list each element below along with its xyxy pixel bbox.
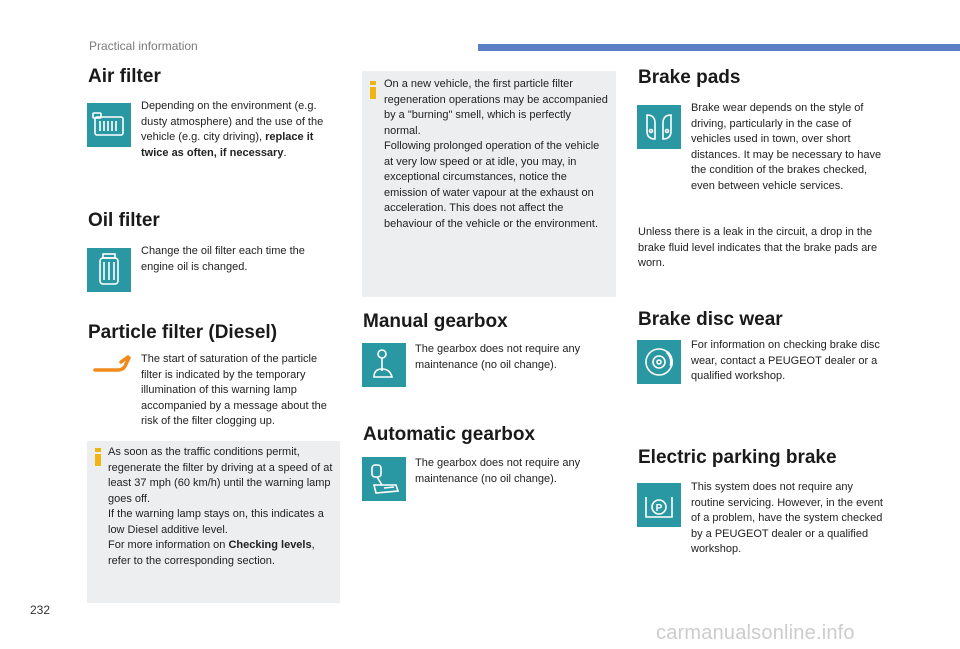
brake-pads-title: Brake pads xyxy=(638,67,741,88)
particle-filter-warning-icon xyxy=(92,354,132,376)
new-vehicle-info-p2: Following prolonged operation of the vehicle at very low speed or at idle, you may, in exceptional circumstances, notice the emission of water vapour at the exhaust on acceleration. This does not affect the behaviour of the vehicle or the environment. xyxy=(384,140,600,230)
manual-gearbox-icon xyxy=(362,343,406,387)
brake-disc-title: Brake disc wear xyxy=(638,309,783,330)
oil-filter-text: Change the oil filter each time the engine oil is changed. xyxy=(141,245,305,273)
info-line-3-pre: For more information on xyxy=(108,539,226,551)
watermark: carmanualsonline.info xyxy=(656,622,855,644)
info-line-2: If the warning lamp stays on, this indicates a low Diesel additive level. xyxy=(108,508,324,536)
oil-filter-title: Oil filter xyxy=(88,210,160,231)
checking-levels-ref: Checking levels xyxy=(228,539,312,551)
brake-pads-icon xyxy=(637,105,681,149)
info-line-3 xyxy=(108,538,338,569)
new-vehicle-info-text xyxy=(384,77,610,232)
air-filter-icon xyxy=(87,103,131,147)
header-accent-bar xyxy=(478,44,960,51)
air-filter-text-end: . xyxy=(283,146,287,159)
manual-gearbox-title: Manual gearbox xyxy=(363,311,508,332)
particle-filter-info-text xyxy=(108,445,338,569)
automatic-gearbox-text: The gearbox does not require any maintenance (no oil change). xyxy=(415,457,581,485)
svg-text:P: P xyxy=(655,503,663,514)
new-vehicle-info-box xyxy=(362,71,616,297)
parking-brake-text: This system does not require any routine servicing. However, in the event of a problem, have the system checked by a PEUGEOT dealer or a qualified workshop. xyxy=(691,481,883,555)
brake-pads-text-2: Unless there is a leak in the circuit, a drop in the brake fluid level indicates that the brake pads are worn. xyxy=(638,226,878,269)
automatic-gearbox-title: Automatic gearbox xyxy=(363,424,536,445)
automatic-gearbox-icon xyxy=(362,457,406,501)
air-filter-text-bold: replace it twice as often, if necessary xyxy=(141,131,314,159)
page-number: 232 xyxy=(30,603,51,617)
brake-disc-text: For information on checking brake disc wear, contact a PEUGEOT dealer or a qualified workshop. xyxy=(691,339,880,382)
oil-filter-icon xyxy=(87,248,131,292)
info-icon xyxy=(370,81,376,99)
air-filter-text-main: Depending on the environment (e.g. dusty atmosphere) and the use of the vehicle (e.g. city driving), xyxy=(141,100,324,143)
manual-gearbox-text: The gearbox does not require any maintenance (no oil change). xyxy=(415,343,581,371)
parking-brake-icon xyxy=(637,483,681,527)
info-icon xyxy=(95,448,101,466)
air-filter-text xyxy=(141,99,333,161)
info-line-3-post: , refer to the corresponding section. xyxy=(108,539,315,567)
parking-brake-title: Electric parking brake xyxy=(638,447,837,468)
info-line-1: As soon as the traffic conditions permit, regenerate the filter by driving at a speed of at least 37 mph (60 km/h) until the warning lamp goes off. xyxy=(108,446,333,505)
brake-pads-text: Brake wear depends on the style of driving, particularly in the case of vehicles used in town, over short distances. It may be necessary to have the condition of the brakes checked, even between vehicle services. xyxy=(691,102,882,192)
brake-disc-icon xyxy=(637,340,681,384)
air-filter-title: Air filter xyxy=(88,66,161,87)
section-header: Practical information xyxy=(89,39,198,53)
new-vehicle-info-p1: On a new vehicle, the first particle filter regeneration operations may be accompanied by a "burning" smell, which is perfectly normal. xyxy=(384,78,608,137)
particle-filter-info-box xyxy=(87,441,340,603)
particle-filter-text: The start of saturation of the particle filter is indicated by the temporary illumination of this warning lamp accompanied by a message about the risk of the filter clogging up. xyxy=(141,353,327,427)
particle-filter-title: Particle filter (Diesel) xyxy=(88,322,278,343)
